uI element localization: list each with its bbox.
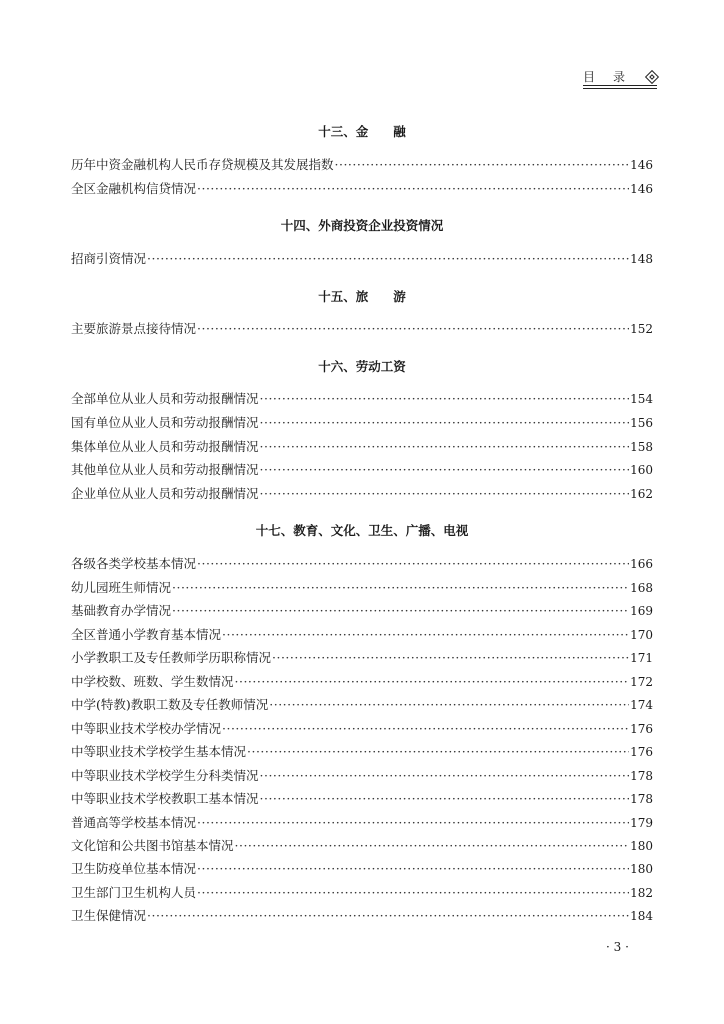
toc-entry-title: 全部单位从业人员和劳动报酬情况 (71, 391, 259, 406)
toc-entry[interactable] (71, 837, 653, 855)
toc-entry-page: 176 (630, 722, 653, 736)
leader-dots (260, 485, 630, 503)
toc-entry-page: 148 (630, 252, 653, 266)
leader-dots (222, 720, 629, 738)
leader-dots (260, 461, 630, 479)
leader-dots (172, 579, 629, 597)
toc-entry-page: 152 (630, 322, 653, 336)
toc-entry[interactable] (71, 907, 653, 925)
toc-entry-title: 国有单位从业人员和劳动报酬情况 (71, 415, 259, 430)
section-title: 十七、教育、文化、卫生、广播、电视 (255, 523, 469, 538)
toc-entry-title: 中等职业技术学校学生分科类情况 (71, 768, 259, 783)
toc-entry-title: 其他单位从业人员和劳动报酬情况 (71, 462, 259, 477)
leader-dots (235, 673, 630, 691)
toc-entry-page: 160 (630, 463, 653, 477)
toc-entry[interactable] (71, 485, 653, 503)
leader-dots (147, 907, 629, 925)
toc-entry-title: 普通高等学校基本情况 (71, 815, 197, 830)
toc-entry-page: 178 (630, 792, 653, 806)
toc-entry-page: 146 (630, 182, 653, 196)
toc-entry[interactable] (71, 860, 653, 878)
toc-entry[interactable] (71, 743, 653, 761)
toc-entry[interactable] (71, 438, 653, 456)
leader-dots (269, 696, 629, 714)
toc-entry[interactable] (71, 767, 653, 785)
toc-entry-title: 中等职业技术学校办学情况 (71, 721, 222, 736)
toc-entry[interactable] (71, 814, 653, 832)
toc-entry-title: 历年中资金融机构人民币存贷规模及其发展指数 (71, 157, 334, 172)
leader-dots (172, 602, 629, 620)
toc-entry[interactable] (71, 555, 653, 573)
toc-entry-page: 146 (630, 158, 653, 172)
page-header (583, 68, 657, 85)
toc-entry-title: 招商引资情况 (71, 251, 147, 266)
toc-entry-page: 182 (630, 886, 653, 900)
toc-entry-page: 178 (630, 769, 653, 783)
toc-entry-page: 180 (630, 862, 653, 876)
toc-entry-page: 172 (630, 675, 653, 689)
diamond-icon (645, 69, 659, 83)
leader-dots (197, 320, 629, 338)
toc-entry-title: 中学校数、班数、学生数情况 (71, 674, 234, 689)
section-title: 十三、金 融 (318, 124, 406, 139)
leader-dots (147, 250, 629, 268)
leader-dots (247, 743, 629, 761)
toc-entry[interactable] (71, 673, 653, 691)
toc-entry-title: 中等职业技术学校教职工基本情况 (71, 791, 259, 806)
toc-entry-page: 156 (630, 416, 653, 430)
leader-dots (222, 626, 629, 644)
toc-entry[interactable] (71, 414, 653, 432)
toc-entry[interactable] (71, 720, 653, 738)
leader-dots (197, 884, 629, 902)
header-rule (583, 85, 657, 86)
toc-entry-title: 基础教育办学情况 (71, 603, 172, 618)
section-title: 十四、外商投资企业投资情况 (280, 218, 444, 233)
toc-entry[interactable] (71, 602, 653, 620)
toc-entry-title: 中学(特教)教职工数及专任教师情况 (71, 697, 269, 712)
toc-entry-page: 184 (630, 909, 653, 923)
toc-entry-page: 171 (630, 651, 653, 665)
section-title: 十六、劳动工资 (318, 359, 406, 374)
leader-dots (197, 180, 629, 198)
toc-entry-page: 170 (630, 628, 653, 642)
toc-entry-title: 企业单位从业人员和劳动报酬情况 (71, 486, 259, 501)
toc-entry[interactable] (71, 884, 653, 902)
toc-entry-title: 幼儿园班生师情况 (71, 580, 172, 595)
header-label-left: 目 (583, 70, 596, 84)
leader-dots (260, 767, 630, 785)
toc-entry-title: 中等职业技术学校学生基本情况 (71, 744, 247, 759)
toc-entry[interactable] (71, 390, 653, 408)
leader-dots (197, 860, 629, 878)
leader-dots (260, 790, 630, 808)
toc-entry-page: 176 (630, 745, 653, 759)
toc-entry-page: 166 (630, 557, 653, 571)
leader-dots (260, 414, 630, 432)
leader-dots (235, 837, 630, 855)
leader-dots (335, 156, 630, 174)
toc-entry-page: 154 (630, 392, 653, 406)
toc-entry-page: 158 (630, 440, 653, 454)
toc-entry-title: 卫生防疫单位基本情况 (71, 861, 197, 876)
toc-entry[interactable] (71, 250, 653, 268)
leader-dots (260, 390, 630, 408)
toc-entry[interactable] (71, 320, 653, 338)
toc-entry-title: 小学教职工及专任教师学历职称情况 (71, 650, 272, 665)
toc-entry-page: 179 (630, 816, 653, 830)
toc-entry-title: 卫生部门卫生机构人员 (71, 885, 197, 900)
toc-entry[interactable] (71, 579, 653, 597)
header-label-right: 录 (613, 70, 626, 84)
leader-dots (197, 555, 629, 573)
toc-entry-title: 文化馆和公共图书馆基本情况 (71, 838, 234, 853)
toc-entry-page: 169 (630, 604, 653, 618)
toc-entry-title: 主要旅游景点接待情况 (71, 321, 197, 336)
toc-entry[interactable] (71, 180, 653, 198)
leader-dots (272, 649, 629, 667)
toc-entry-page: 168 (630, 581, 653, 595)
toc-entry[interactable] (71, 790, 653, 808)
section-title: 十五、旅 游 (318, 289, 406, 304)
toc-entry[interactable] (71, 156, 653, 174)
toc-entry-title: 各级各类学校基本情况 (71, 556, 197, 571)
page-number: · 3 · (606, 940, 629, 954)
toc-entry-title: 全区普通小学教育基本情况 (71, 627, 222, 642)
toc-entry[interactable] (71, 649, 653, 667)
toc-entry-title: 集体单位从业人员和劳动报酬情况 (71, 439, 259, 454)
toc-entry[interactable] (71, 696, 653, 714)
leader-dots (197, 814, 629, 832)
toc-entry-title: 卫生保健情况 (71, 908, 147, 923)
toc-entry[interactable] (71, 461, 653, 479)
toc-entry[interactable] (71, 626, 653, 644)
toc-entry-page: 180 (630, 839, 653, 853)
header-rule (583, 88, 657, 89)
toc-entry-title: 全区金融机构信贷情况 (71, 181, 197, 196)
toc-entry-page: 162 (630, 487, 653, 501)
leader-dots (260, 438, 630, 456)
toc-entry-page: 174 (630, 698, 653, 712)
